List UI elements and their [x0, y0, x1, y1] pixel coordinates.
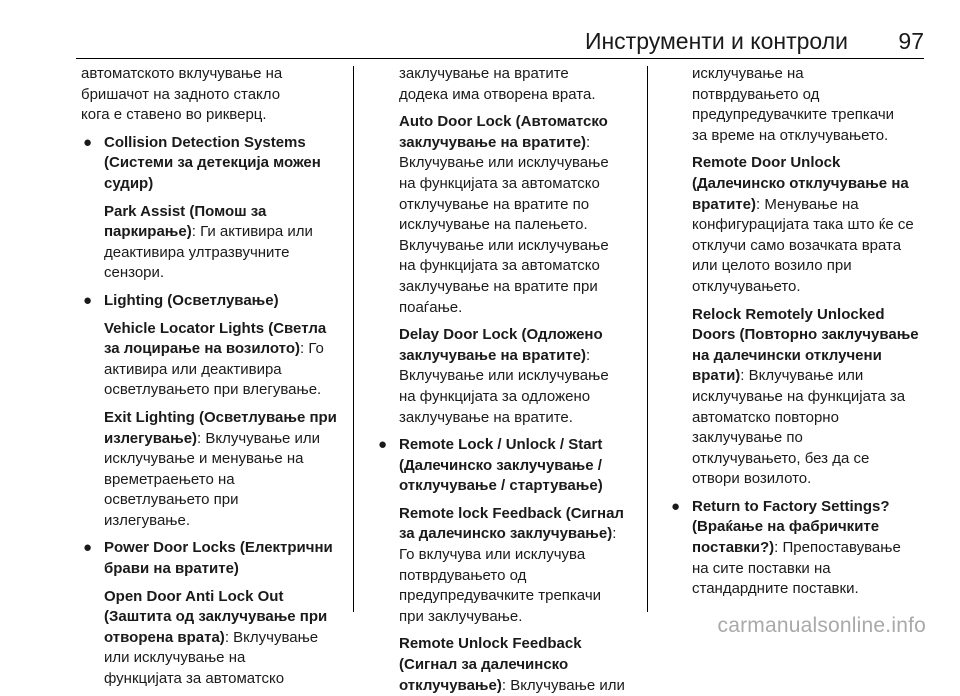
text-line — [399, 256, 644, 277]
text-run: на функцијата за одложено — [399, 387, 591, 405]
text-run: : Ги активира или — [191, 223, 313, 241]
bold-term: отворена врата) — [104, 628, 225, 646]
text-line — [399, 634, 644, 655]
text-line — [104, 339, 351, 360]
text-line — [399, 64, 644, 85]
text-run: предупредувачките трепкачи — [692, 106, 895, 124]
bold-term: заклучување на вратите) — [399, 346, 587, 364]
bold-term: отклучување / стартување) — [399, 477, 603, 495]
text-run: деактивира ултразвучните — [104, 243, 290, 261]
bullet-item — [81, 133, 351, 195]
bullet-dot-icon: ● — [83, 539, 93, 557]
text-run: заклучување на вратите — [399, 65, 569, 82]
text-line — [399, 435, 644, 456]
text-line — [399, 236, 644, 257]
text-line — [399, 195, 644, 216]
text-line — [399, 153, 644, 174]
text-line — [692, 195, 939, 216]
text-run: исклучување на функцијата за — [692, 387, 906, 405]
bold-term: Remote lock Feedback (Сигнал — [399, 504, 624, 522]
text-run: излегување. — [104, 511, 190, 529]
text-run: стандардните поставки. — [692, 580, 859, 598]
text-run: отклучувањето. — [692, 277, 801, 295]
text-run: поаѓање. — [399, 298, 463, 316]
text-line — [104, 628, 351, 649]
text-run: активира или деактивира — [104, 360, 282, 378]
text-line — [399, 346, 644, 367]
bullet-dot-icon: ● — [83, 133, 93, 151]
text-run: Го вклучува или исклучува — [399, 546, 586, 564]
text-line — [104, 669, 351, 690]
paragraph — [669, 153, 939, 297]
text-run: осветлувањето при влегување. — [104, 381, 322, 399]
text-line — [692, 408, 939, 429]
text-run: на сите поставки на — [692, 559, 831, 577]
text-run: : Препоставување — [774, 539, 901, 557]
bold-term: поставки?) — [692, 539, 775, 557]
text-run: предупредувачките трепкачи — [399, 587, 602, 605]
text-line — [399, 504, 644, 525]
text-run: заклучување на вратите при — [399, 277, 598, 295]
bold-term: на далечински отклучени — [692, 346, 882, 364]
text-run: кога е ставено во рикверц. — [81, 106, 267, 124]
header-divider — [76, 58, 924, 59]
bold-term: заклучување на вратите) — [399, 133, 587, 151]
text-run: : — [586, 133, 591, 151]
text-line — [104, 222, 351, 243]
text-run: при заклучување. — [399, 607, 523, 625]
text-run: Вклучување или исклучување — [399, 236, 609, 254]
bold-term: врати) — [692, 367, 741, 385]
text-run: конфигурацијата така што ќе се — [692, 216, 914, 234]
text-line — [104, 429, 351, 450]
text-run: : Вклучување или — [501, 676, 625, 694]
text-line — [692, 153, 939, 174]
text-run: автоматското вклучување на — [81, 65, 283, 82]
page-title: Инструменти и контроли — [584, 28, 848, 54]
column-divider-1 — [353, 66, 354, 612]
text-run: : Го — [299, 340, 324, 358]
text-line — [104, 538, 351, 559]
text-line — [399, 325, 644, 346]
text-run: отклучи само возачката врата — [692, 236, 902, 254]
text-run: автоматско повторно — [692, 408, 839, 426]
text-run: за време на отклучувањето. — [692, 126, 889, 144]
paragraph — [81, 64, 351, 126]
text-run: осветлувањето при — [104, 491, 239, 509]
bold-term: отклучување) — [399, 676, 502, 694]
text-line — [692, 559, 939, 580]
bullet-item — [81, 538, 351, 579]
text-line — [692, 346, 939, 367]
bold-term: Return to Factory Settings? — [692, 497, 890, 515]
paragraph — [81, 319, 351, 401]
paragraph — [376, 112, 644, 318]
bold-term: Lighting (Осветлување) — [104, 291, 279, 309]
bold-term: Remote Door Unlock — [692, 154, 841, 172]
bold-term: Open Door Anti Lock Out — [104, 587, 284, 605]
text-run: функцијата за автоматско — [104, 670, 285, 688]
text-line — [104, 470, 351, 491]
text-line — [104, 360, 351, 381]
paragraph — [376, 64, 644, 105]
bold-term: паркирање) — [104, 223, 192, 241]
text-line — [81, 85, 351, 106]
bold-term: (Системи за детекција можен — [104, 154, 321, 172]
text-line — [692, 469, 939, 490]
bold-term: брави на вратите) — [104, 560, 239, 578]
bold-term: Doors (Повторно заклучување — [692, 326, 919, 344]
text-run: потврдувањето од — [692, 85, 820, 103]
bullet-item — [81, 291, 351, 312]
bullet-item — [669, 497, 939, 600]
text-run: додека има отворена врата. — [399, 85, 596, 103]
text-line — [399, 456, 644, 477]
text-line — [692, 517, 939, 538]
text-run: : Вклучување или — [197, 429, 321, 447]
text-line — [692, 497, 939, 518]
bold-term: Delay Door Lock (Одложено — [399, 326, 603, 344]
watermark: carmanualsonline.info — [717, 614, 926, 637]
text-run: Вклучување или исклучување — [399, 367, 609, 385]
bold-term: судир) — [104, 174, 154, 192]
bold-term: (Сигнал за далечинско — [399, 656, 569, 674]
text-line — [399, 215, 644, 236]
paragraph — [81, 587, 351, 690]
bold-term: Remote Unlock Feedback — [399, 635, 582, 653]
text-run: : Вклучување или — [740, 367, 864, 385]
bold-term: (Далечинско отклучување на — [692, 174, 909, 192]
bold-term: (Далечинско заклучување / — [399, 456, 602, 474]
text-line — [104, 202, 351, 223]
text-line — [692, 256, 939, 277]
text-run: или исклучување на — [104, 649, 246, 667]
text-run: или целото возило при — [692, 257, 852, 275]
text-line — [104, 490, 351, 511]
text-run: отклучување на вратите по — [399, 195, 590, 213]
text-line — [104, 133, 351, 154]
bold-term: Power Door Locks (Електрични — [104, 539, 333, 557]
text-column-2 — [376, 64, 644, 696]
text-line — [399, 566, 644, 587]
text-line — [104, 243, 351, 264]
text-run: исклучување на — [692, 65, 804, 82]
bold-term: вратите) — [692, 195, 756, 213]
text-line — [692, 64, 939, 85]
text-run: исклучување на палењето. — [399, 216, 588, 234]
text-line — [399, 476, 644, 497]
text-run: бришачот на задното стакло — [81, 85, 281, 103]
text-line — [399, 607, 644, 628]
column-divider-2 — [647, 66, 648, 612]
bullet-dot-icon: ● — [83, 291, 93, 309]
text-run: : Вклучување — [224, 628, 319, 646]
page-number: 97 — [898, 28, 924, 54]
text-run: исклучување и менување на — [104, 450, 304, 468]
text-line — [399, 387, 644, 408]
text-line — [104, 587, 351, 608]
bold-term: за лоцирање на возилото) — [104, 340, 300, 358]
bold-term: Park Assist (Помош за — [104, 202, 267, 220]
text-line — [399, 85, 644, 106]
text-line — [81, 105, 351, 126]
bold-term: Exit Lighting (Осветлување при — [104, 408, 337, 426]
text-line — [399, 545, 644, 566]
text-line — [104, 648, 351, 669]
text-line — [104, 319, 351, 340]
text-run: отклучувањето, без да се — [692, 449, 870, 467]
bold-term: излегување) — [104, 429, 198, 447]
text-line — [692, 305, 939, 326]
text-line — [81, 64, 351, 85]
text-run: заклучување на вратите. — [399, 408, 573, 426]
text-line — [692, 387, 939, 408]
paragraph — [81, 202, 351, 284]
text-run: : Менување на — [755, 195, 859, 213]
text-column-1 — [81, 64, 351, 690]
text-line — [104, 263, 351, 284]
bold-term: Collision Detection Systems — [104, 133, 306, 151]
text-run: на функцијата за автоматско — [399, 174, 600, 192]
bold-term: Relock Remotely Unlocked — [692, 305, 885, 323]
text-line — [692, 236, 939, 257]
text-line — [692, 277, 939, 298]
bold-term: Vehicle Locator Lights (Светла — [104, 319, 327, 337]
text-run: заклучување по — [692, 429, 803, 447]
bold-term: Remote Lock / Unlock / Start — [399, 436, 603, 454]
text-line — [399, 366, 644, 387]
text-line — [399, 277, 644, 298]
text-run: : — [586, 346, 591, 364]
text-line — [399, 112, 644, 133]
text-line — [104, 153, 351, 174]
text-run: потврдувањето од — [399, 566, 527, 584]
text-run: отвори возилото. — [692, 470, 812, 488]
text-line — [104, 511, 351, 532]
text-line — [399, 524, 644, 545]
bold-term: Auto Door Lock (Автоматско — [399, 113, 608, 131]
text-line — [692, 428, 939, 449]
text-line — [692, 325, 939, 346]
paragraph — [376, 634, 644, 696]
paragraph — [376, 325, 644, 428]
text-line — [692, 85, 939, 106]
bold-term: (Враќање на фабричките — [692, 518, 880, 536]
text-line — [692, 174, 939, 195]
paragraph — [376, 504, 644, 628]
text-line — [104, 408, 351, 429]
text-line — [399, 133, 644, 154]
text-column-3 — [669, 64, 939, 600]
text-line — [692, 105, 939, 126]
text-line — [692, 126, 939, 147]
paragraph — [669, 305, 939, 490]
bullet-item — [376, 435, 644, 497]
text-line — [399, 676, 644, 696]
text-line — [399, 586, 644, 607]
text-line — [104, 291, 351, 312]
text-line — [104, 380, 351, 401]
text-line — [104, 559, 351, 580]
text-line — [692, 538, 939, 559]
bullet-dot-icon: ● — [671, 497, 681, 515]
text-line — [399, 655, 644, 676]
bold-term: за далечинско заклучување) — [399, 525, 613, 543]
text-line — [104, 449, 351, 470]
page-header — [0, 0, 960, 60]
text-line — [399, 408, 644, 429]
text-run: времетраењето на — [104, 470, 235, 488]
bullet-dot-icon: ● — [378, 436, 388, 454]
text-line — [692, 366, 939, 387]
text-run: на функцијата за автоматско — [399, 257, 600, 275]
paragraph — [669, 64, 939, 146]
text-run: Вклучување или исклучување — [399, 154, 609, 172]
bold-term: (Заштита од заклучување при — [104, 608, 328, 626]
text-line — [104, 174, 351, 195]
text-line — [692, 449, 939, 470]
text-run: : — [612, 525, 617, 543]
text-line — [399, 174, 644, 195]
text-line — [692, 215, 939, 236]
text-run: сензори. — [104, 264, 165, 282]
text-line — [104, 607, 351, 628]
paragraph — [81, 408, 351, 532]
text-line — [692, 579, 939, 600]
text-line — [399, 298, 644, 319]
